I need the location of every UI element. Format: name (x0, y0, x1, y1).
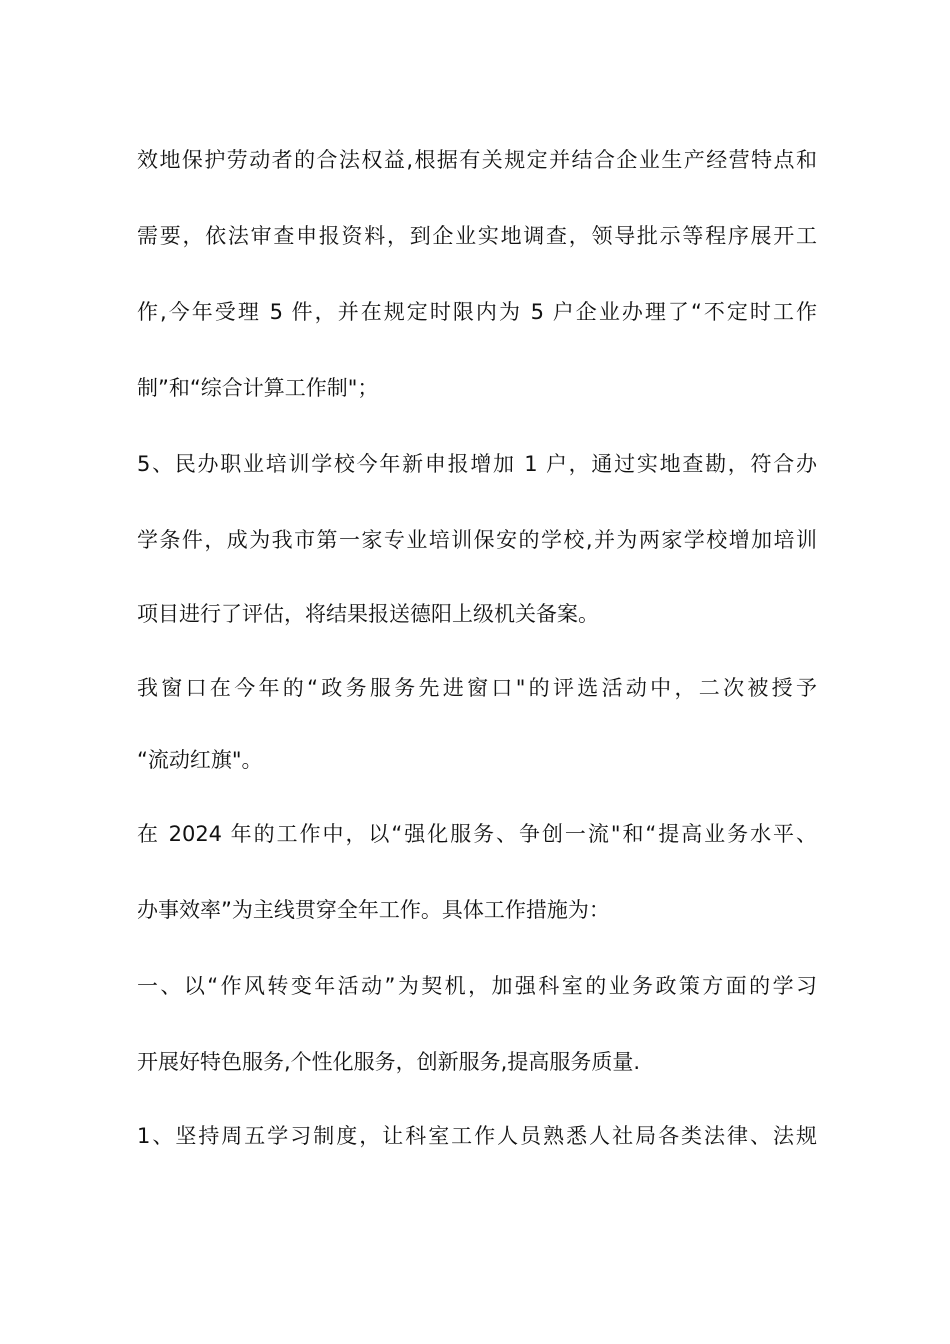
text-line-6: 学条件，成为我市第一家专业培训保安的学校,并为两家学校增加培训 (137, 528, 817, 552)
text-line-11: 办事效率”为主线贯穿全年工作。具体工作措施为： (137, 898, 610, 922)
text-line-9: “流动红旗"。 (137, 748, 263, 772)
text-line-2: 需要，依法审查申报资料，到企业实地调查，领导批示等程序展开工 (137, 224, 817, 248)
text-line-5: 5、民办职业培训学校今年新申报增加 1 户，通过实地查勘，符合办 (137, 452, 817, 476)
text-line-14: 1、坚持周五学习制度，让科室工作人员熟悉人社局各类法律、法规 (137, 1124, 817, 1148)
text-line-8: 我窗口在今年的“政务服务先进窗口"的评选活动中，二次被授予 (137, 676, 817, 700)
text-line-7: 项目进行了评估，将结果报送德阳上级机关备案。 (137, 602, 599, 626)
text-line-3: 作,今年受理 5 件，并在规定时限内为 5 户企业办理了“不定时工作 (137, 300, 817, 324)
text-line-10: 在 2024 年的工作中，以“强化服务、争创一流"和“提高业务水平、 (137, 822, 817, 846)
text-line-1: 效地保护劳动者的合法权益,根据有关规定并结合企业生产经营特点和 (137, 148, 817, 172)
text-line-12: 一、以“作风转变年活动”为契机，加强科室的业务政策方面的学习 (137, 974, 817, 998)
text-line-4: 制”和“综合计算工作制"； (137, 376, 379, 400)
text-line-13: 开展好特色服务,个性化服务，创新服务,提高服务质量. (137, 1050, 641, 1074)
